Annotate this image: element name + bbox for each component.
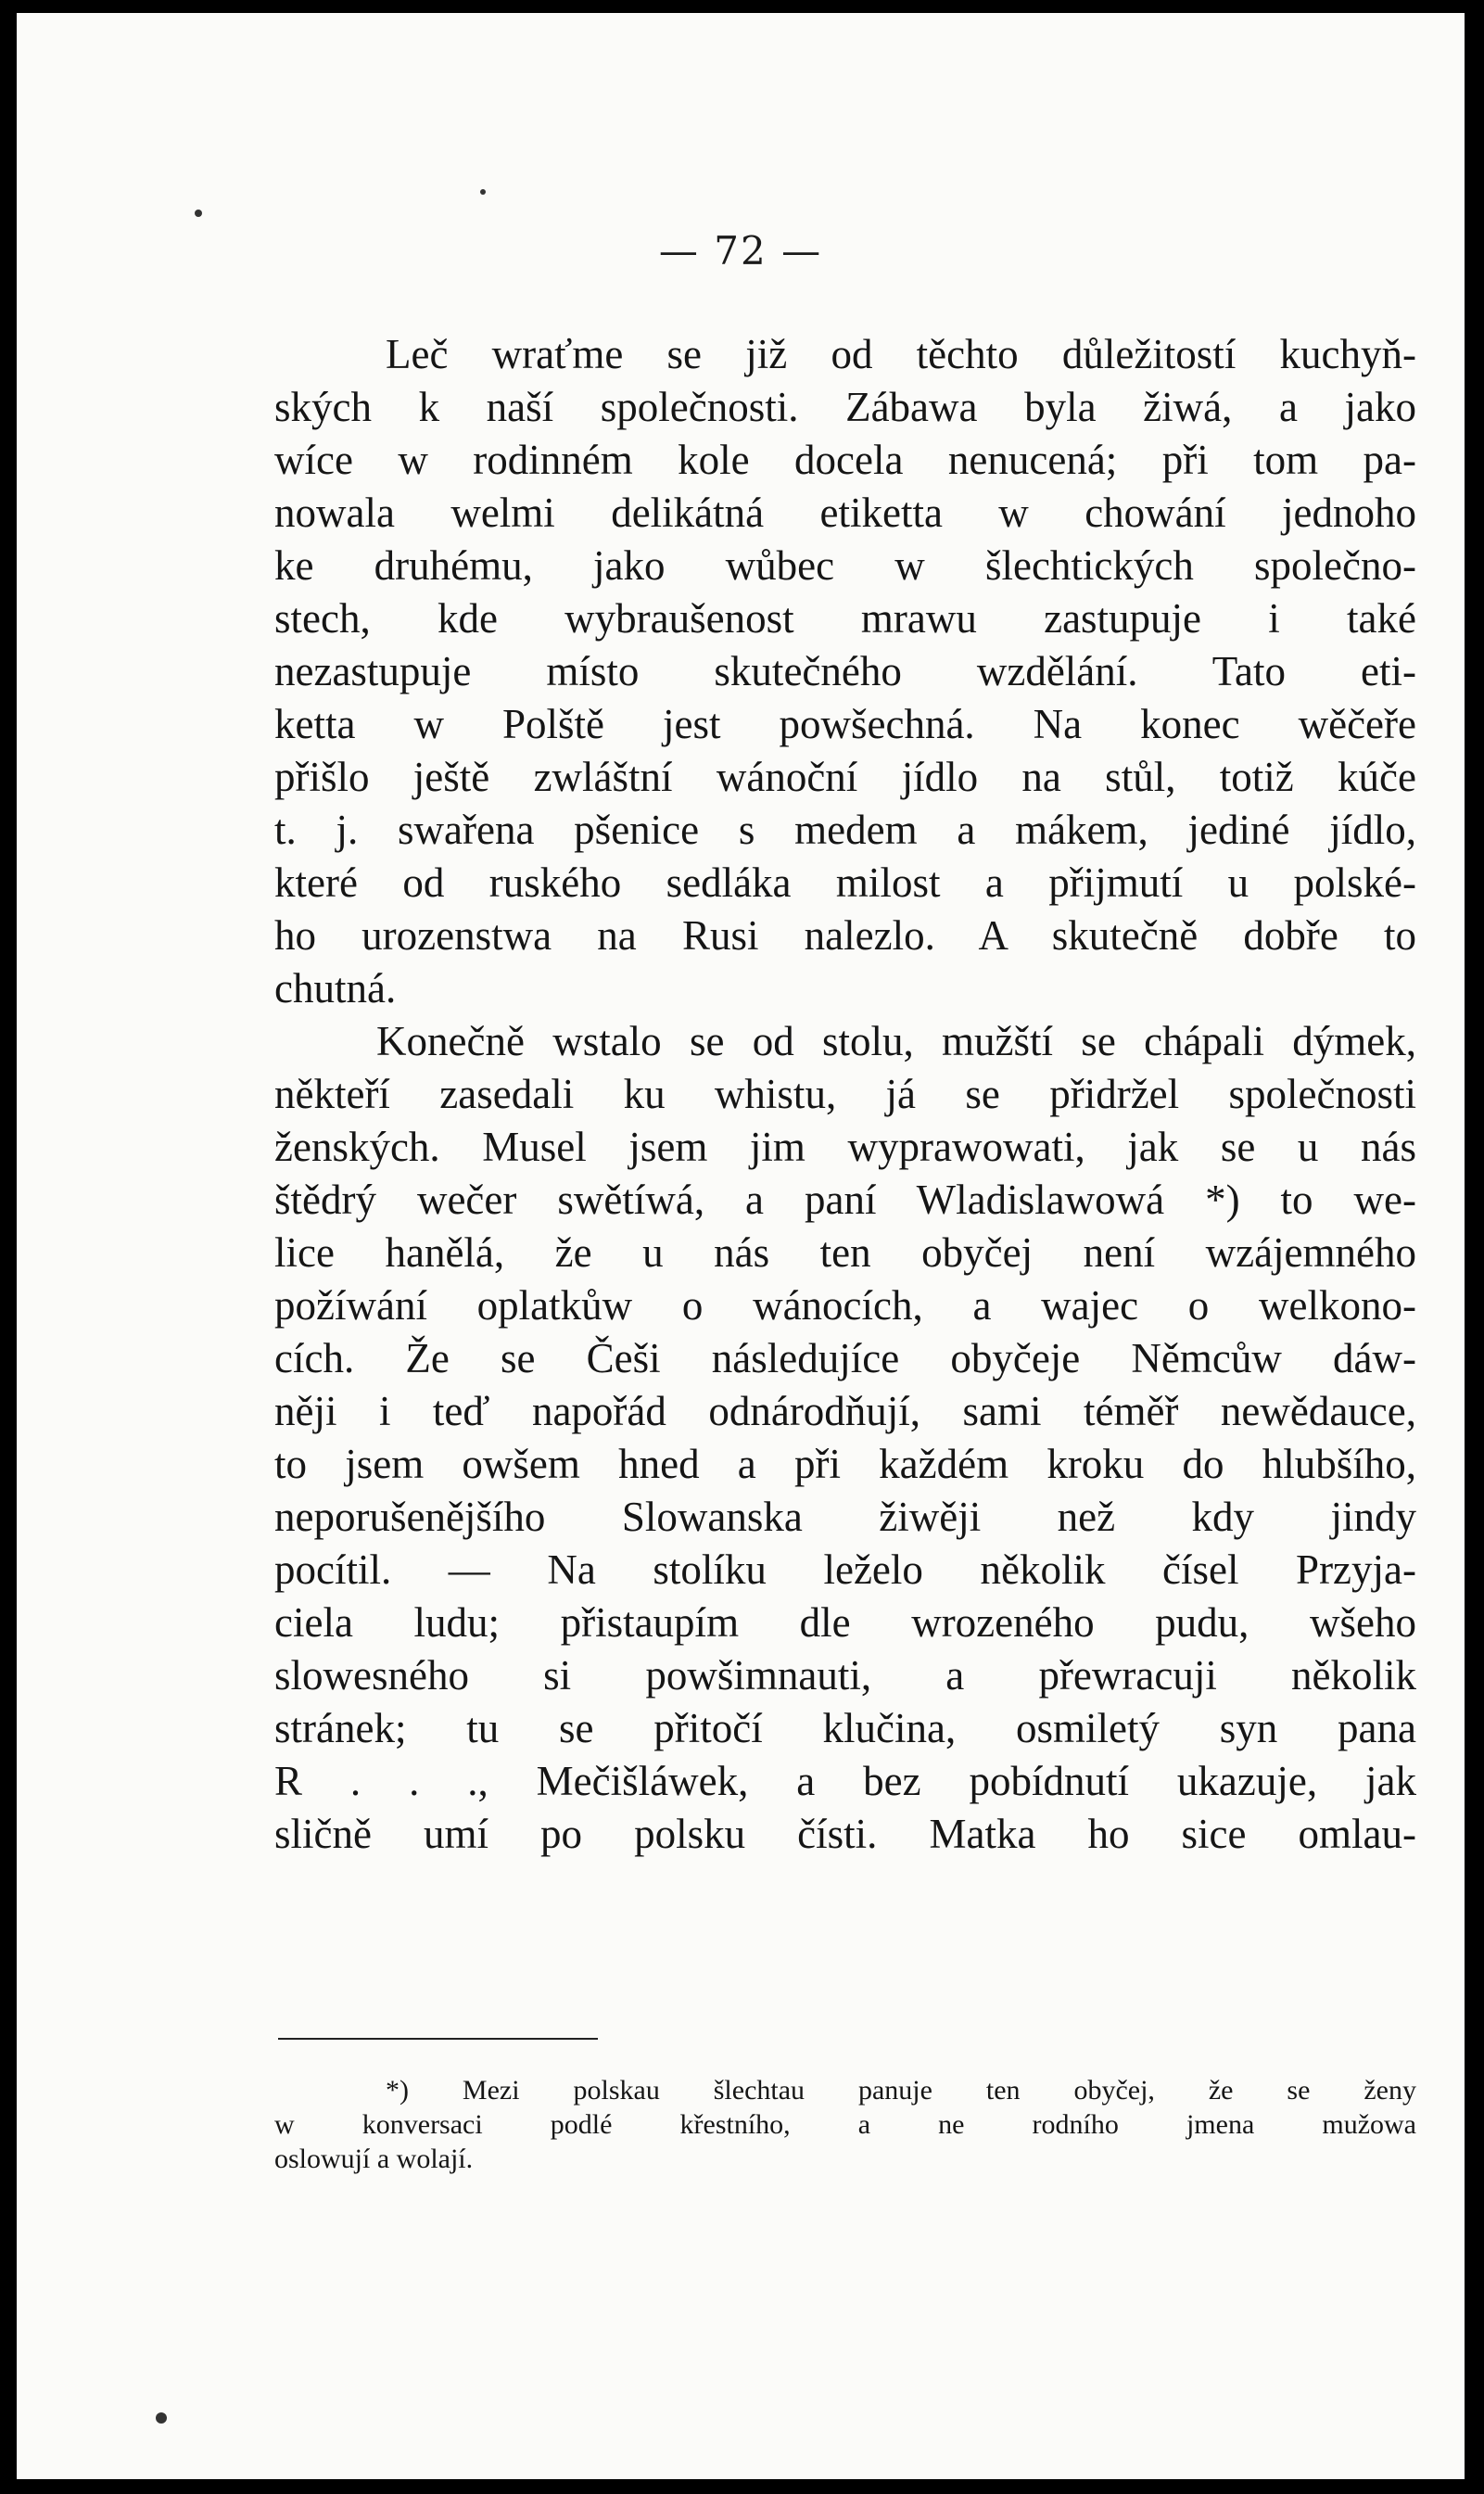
footnote-line: w konversaci podlé křestního, a ne rodního jmena mužowa [274,2109,1416,2140]
body-line: něji i teď napořád odnárodňují, sami téměř newědauce, [274,1388,1416,1434]
body-line: ciela ludu; přistaupím dle wrozeného pudu, wšeho [274,1599,1416,1646]
body-line: wíce w rodinném kole docela nenucená; při tom pa- [274,437,1416,483]
body-line: cích. Že se Češi následujíce obyčeje Němcůw dáw- [274,1335,1416,1381]
body-line: Konečně wstalo se od stolu, mužští se chápali dýmek, [376,1018,1416,1064]
paper-speck [156,2412,167,2424]
footnote [274,2073,1416,2176]
body-line: ketta w Polště jest powšechná. Na konec wěčeře [274,701,1416,747]
body-line: ženských. Musel jsem jim wyprawowati, jak se u nás [274,1124,1416,1170]
body-line: chutná. [274,965,397,1012]
body-line: ských k naší společnosti. Zábawa byla žiwá, a jako [274,384,1416,430]
body-line: které od ruského sedláka milost a přijmutí u polské- [274,859,1416,906]
footnote-divider [278,2038,598,2040]
body-text [274,328,1416,1861]
page-number: — 72 — [658,228,823,274]
body-line: požíwání oplatkůw o wánocích, a wajec o welkono- [274,1282,1416,1329]
body-line: někteří zasedali ku whistu, já se přidržel společnosti [274,1071,1416,1117]
body-line: t. j. swařena pšenice s medem a mákem, jediné jídlo, [274,807,1416,853]
body-line: nezastupuje místo skutečného wzdělání. Tato eti- [274,648,1416,694]
body-line: přišlo ještě zwláštní wánoční jídlo na stůl, totiž kúče [274,754,1416,800]
body-line: stech, kde wybraušenost mrawu zastupuje i také [274,595,1416,642]
body-line: ke druhému, jako wůbec w šlechtických společno- [274,542,1416,589]
body-line: štědrý wečer swětíwá, a paní Wladislawowá *) to we- [274,1177,1416,1223]
body-line: Leč wraťme se již od těchto důležitostí kuchyň- [386,331,1416,377]
body-line: R . . ., Mečišláwek, a bez pobídnutí ukazuje, jak [274,1758,1416,1804]
body-line: pocítil. — Na stolíku leželo několik čísel Przyja- [274,1546,1416,1593]
body-line: lice hanělá, že u nás ten obyčej není wzájemného [274,1229,1416,1276]
body-line: to jsem owšem hned a při každém kroku do hlubšího, [274,1441,1416,1487]
paper-speck [195,210,202,217]
paper-speck [480,189,486,195]
body-line: ho urozenstwa na Rusi nalezlo. A skutečně dobře to [274,912,1416,959]
book-page [17,13,1465,2479]
scan-edge [1465,0,1484,2494]
body-line: stránek; tu se přitočí klučina, osmiletý syn pana [274,1705,1416,1751]
body-line: slowesného si powšimnauti, a přewracuji několik [274,1652,1416,1699]
body-line: neporušenějšího Slowanska žiwěji než kdy jindy [274,1494,1416,1540]
body-line: sličně umí po polsku čísti. Matka ho sice omlau- [274,1811,1416,1857]
footnote-line: oslowují a wolají. [274,2144,474,2174]
footnote-line: *) Mezi polskau šlechtau panuje ten obyčej, že se ženy [386,2075,1416,2106]
body-line: nowala welmi delikátná etiketta w chowání jednoho [274,490,1416,536]
